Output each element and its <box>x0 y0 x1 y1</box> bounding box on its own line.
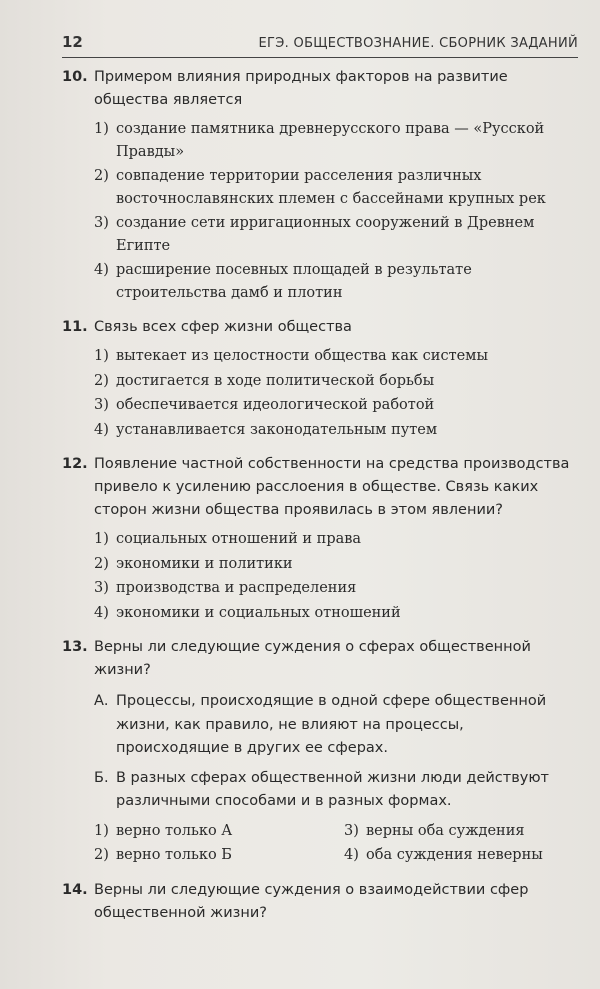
running-title: ЕГЭ. ОБЩЕСТВОЗНАНИЕ. СБОРНИК ЗАДАНИЙ <box>258 36 578 51</box>
question-number: 14. <box>62 881 88 898</box>
page-header <box>62 0 578 58</box>
answer-option: 2) верно только Б <box>94 847 232 863</box>
question-text: Верны ли следующие суждения о взаимодействии сфер общественной жизни? <box>94 881 529 921</box>
question-list <box>62 66 578 925</box>
question-14 <box>62 879 578 925</box>
answer-option: 3) верны оба суждения <box>344 822 525 839</box>
answer-options <box>94 820 578 867</box>
statement-b: Б. В разных сферах общественной жизни люди действуют различными способами и в разных формах. <box>94 769 549 809</box>
question-text: Появление частной собственности на средства производства привело к усилению расслоения в обществе. Связь каких сторон жизни общества проявилась в этом явлении? <box>94 456 570 518</box>
question-text: Примером влияния природных факторов на развитие общества является <box>94 69 508 108</box>
question-text: Верны ли следующие суждения о сферах общественной жизни? <box>94 639 531 678</box>
answer-option: 1) вытекает из целостности общества как системы <box>94 348 488 364</box>
answer-option: 1) верно только А <box>94 822 233 839</box>
answer-option: 1) создание памятника древнерусского права — «Русской Правды» <box>94 121 545 160</box>
answer-option: 4) экономики и социальных отношений <box>94 604 401 621</box>
statement-a: А. Процессы, происходящие в одной сфере общественной жизни, как правило, не влияют на процессы, происходящие в других ее сферах. <box>94 693 547 756</box>
answer-options <box>94 528 578 624</box>
question-number: 10. <box>62 69 88 85</box>
answer-option: 1) социальных отношений и права <box>94 531 362 547</box>
answer-option: 3) обеспечивается идеологической работой <box>94 397 435 413</box>
answer-option: 2) совпадение территории расселения различных восточнославянских племен с бассейнами крупных рек <box>94 168 546 207</box>
question-text: Связь всех сфер жизни общества <box>94 319 352 335</box>
answer-option: 3) производства и распределения <box>94 580 357 596</box>
question-11 <box>62 316 578 441</box>
question-12 <box>62 453 578 624</box>
statements <box>94 690 578 814</box>
answer-option: 4) расширение посевных площадей в результате строительства дамб и плотин <box>94 262 472 301</box>
answer-option: 4) устанавливается законодательным путем <box>94 421 438 438</box>
question-number: 11. <box>62 319 88 335</box>
question-10 <box>62 66 578 304</box>
answer-option: 3) создание сети ирригационных сооружений в Древнем Египте <box>94 215 535 254</box>
question-number: 13. <box>62 639 88 655</box>
answer-option: 2) экономики и политики <box>94 555 293 572</box>
answer-option: 2) достигается в ходе политической борьбы <box>94 372 435 389</box>
answer-options <box>94 345 578 441</box>
page-number: 12 <box>62 33 83 51</box>
question-number: 12. <box>62 456 88 472</box>
answer-option: 4) оба суждения неверны <box>344 847 543 863</box>
answer-options <box>94 118 578 304</box>
question-13 <box>62 636 578 867</box>
